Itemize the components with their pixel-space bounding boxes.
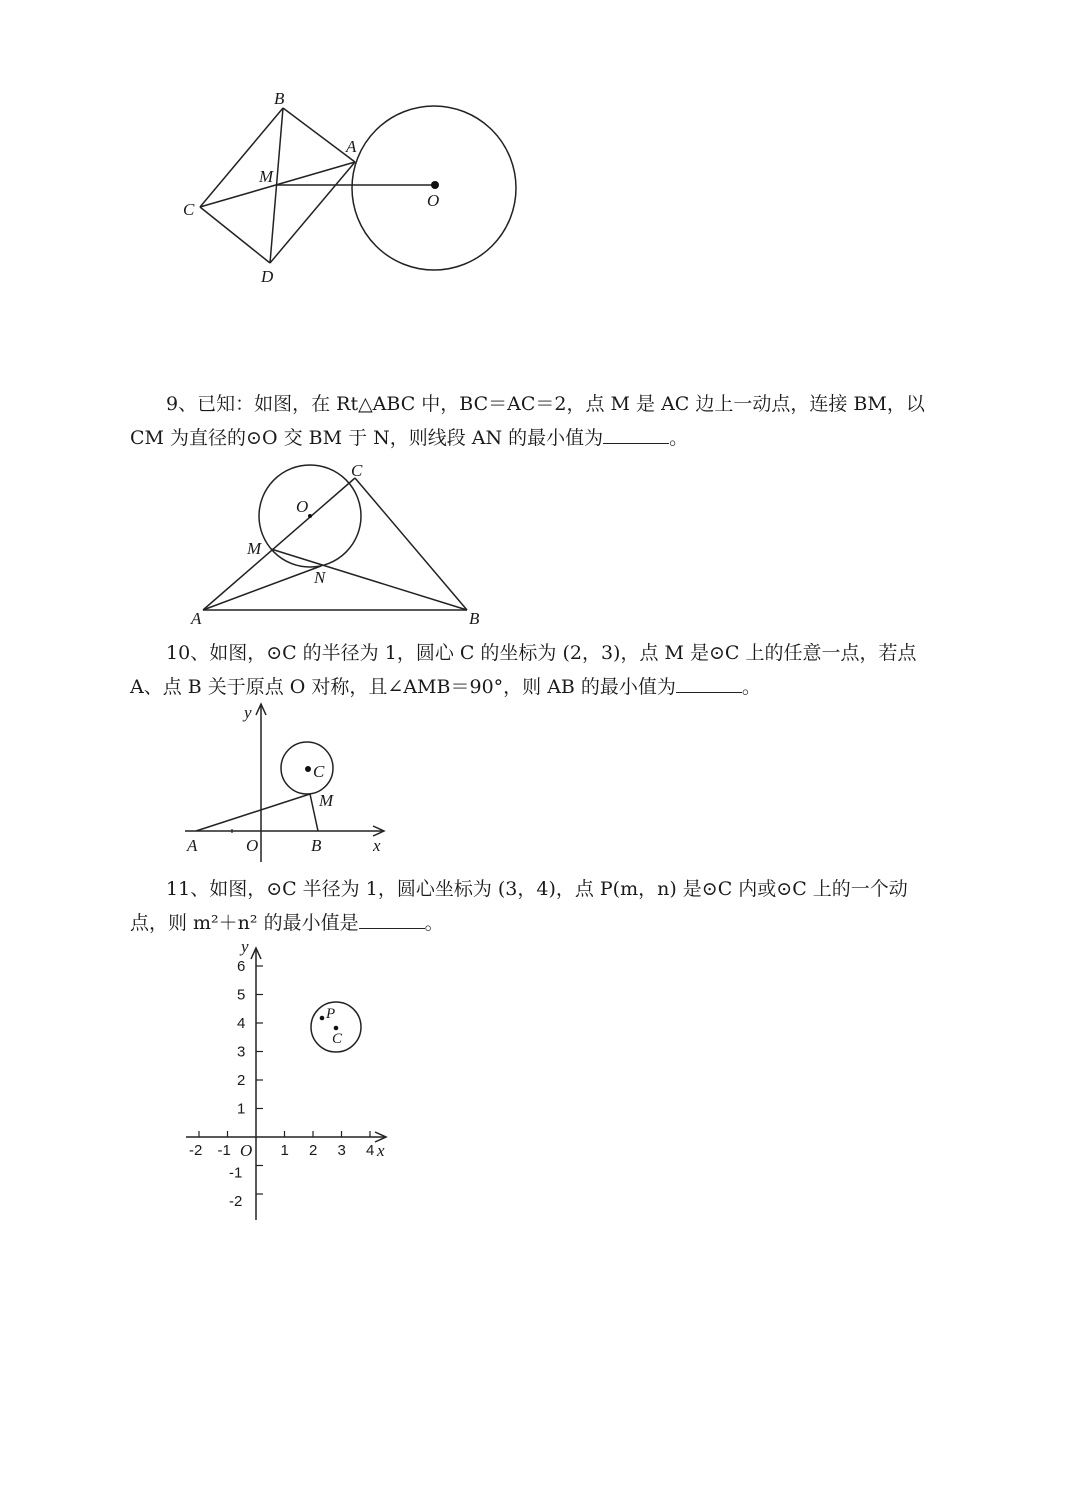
label-y-q11: y	[241, 937, 249, 956]
q10-line2	[130, 670, 761, 704]
label-C-q11: C	[332, 1031, 343, 1047]
y-tick-label: -2	[229, 1193, 243, 1210]
q11-text-line1: 、如图，⊙C 半径为 1，圆心坐标为 (3，4)，点 P(m，n) 是⊙C 内或⊙C 上的一个动	[190, 878, 908, 900]
label-y-q10: y	[244, 703, 252, 722]
label-O: O	[427, 191, 440, 210]
label-C-q9: C	[351, 461, 363, 480]
label-C-q10: C	[313, 762, 325, 781]
label-D: D	[261, 267, 274, 286]
q11-end: 。	[424, 912, 444, 934]
label-A: A	[346, 137, 357, 156]
label-x-q11: x	[377, 1141, 385, 1160]
q10-line1	[166, 636, 917, 670]
q9-text-line2: CM 为直径的⊙O 交 BM 于 N，则线段 AN 的最小值为	[130, 427, 604, 449]
segment-BA	[283, 108, 355, 162]
x-tick-label: -1	[217, 1142, 231, 1159]
point-O	[431, 181, 439, 189]
segment-DA	[270, 162, 355, 263]
q11-line2	[130, 906, 444, 940]
y-tick-label: 3	[237, 1043, 246, 1061]
label-C: C	[183, 200, 195, 219]
x-tick-label: 4	[366, 1142, 375, 1159]
label-M-q9: M	[247, 539, 262, 558]
q9-line2	[130, 421, 688, 455]
label-B-q9: B	[469, 609, 480, 628]
q9-number: 9	[166, 393, 179, 415]
x-tick-label: -2	[189, 1142, 203, 1159]
q9-end: 。	[669, 427, 689, 449]
label-N-q9: N	[314, 568, 326, 587]
label-x-q10: x	[373, 836, 381, 855]
label-M: M	[259, 167, 274, 186]
y-tick-label: 4	[237, 1015, 246, 1032]
q10-text-line2: A、点 B 关于原点 O 对称，且∠AMB＝90°，则 AB 的最小值为	[130, 676, 676, 698]
segment-CD	[200, 207, 270, 263]
label-A-q10: A	[187, 836, 198, 855]
y-tick-label: 1	[237, 1100, 246, 1118]
label-B-q10: B	[311, 836, 322, 855]
x-tick-label: 2	[309, 1142, 318, 1159]
q10-end: 。	[741, 676, 761, 698]
y-tick-label: 5	[237, 986, 246, 1004]
q11-text-line2: 点，则 m²＋n² 的最小值是	[130, 912, 359, 934]
label-B: B	[274, 89, 285, 108]
x-tick-label: 3	[337, 1142, 346, 1159]
q11-answer-blank[interactable]	[359, 927, 425, 929]
label-O-q10: O	[246, 836, 259, 855]
x-tick-label: 1	[280, 1142, 289, 1159]
q9-answer-blank[interactable]	[603, 442, 669, 444]
q10-number: 10	[166, 642, 191, 664]
y-tick-label: 2	[237, 1072, 246, 1089]
label-A-q9: A	[191, 609, 202, 628]
y-tick-label: -1	[229, 1164, 243, 1182]
q11-number: 11	[166, 878, 191, 900]
q10-answer-blank[interactable]	[676, 691, 742, 693]
q11-line1	[166, 872, 908, 906]
q9-text-line1: 、已知：如图，在 Rt△ABC 中，BC＝AC＝2，点 M 是 AC 边上一动点，连接 BM，以	[178, 393, 925, 415]
q10-text-line1: 、如图，⊙C 的半径为 1，圆心 C 的坐标为 (2，3)，点 M 是⊙C 上的任意一点，若点	[190, 642, 917, 664]
y-tick-label: 6	[237, 958, 246, 975]
label-M-q10: M	[319, 791, 334, 810]
label-O-q9: O	[296, 497, 309, 516]
q9-line1	[166, 387, 925, 421]
segment-BC	[200, 108, 283, 207]
label-O-q11: O	[240, 1141, 253, 1160]
label-P: P	[326, 1006, 336, 1022]
